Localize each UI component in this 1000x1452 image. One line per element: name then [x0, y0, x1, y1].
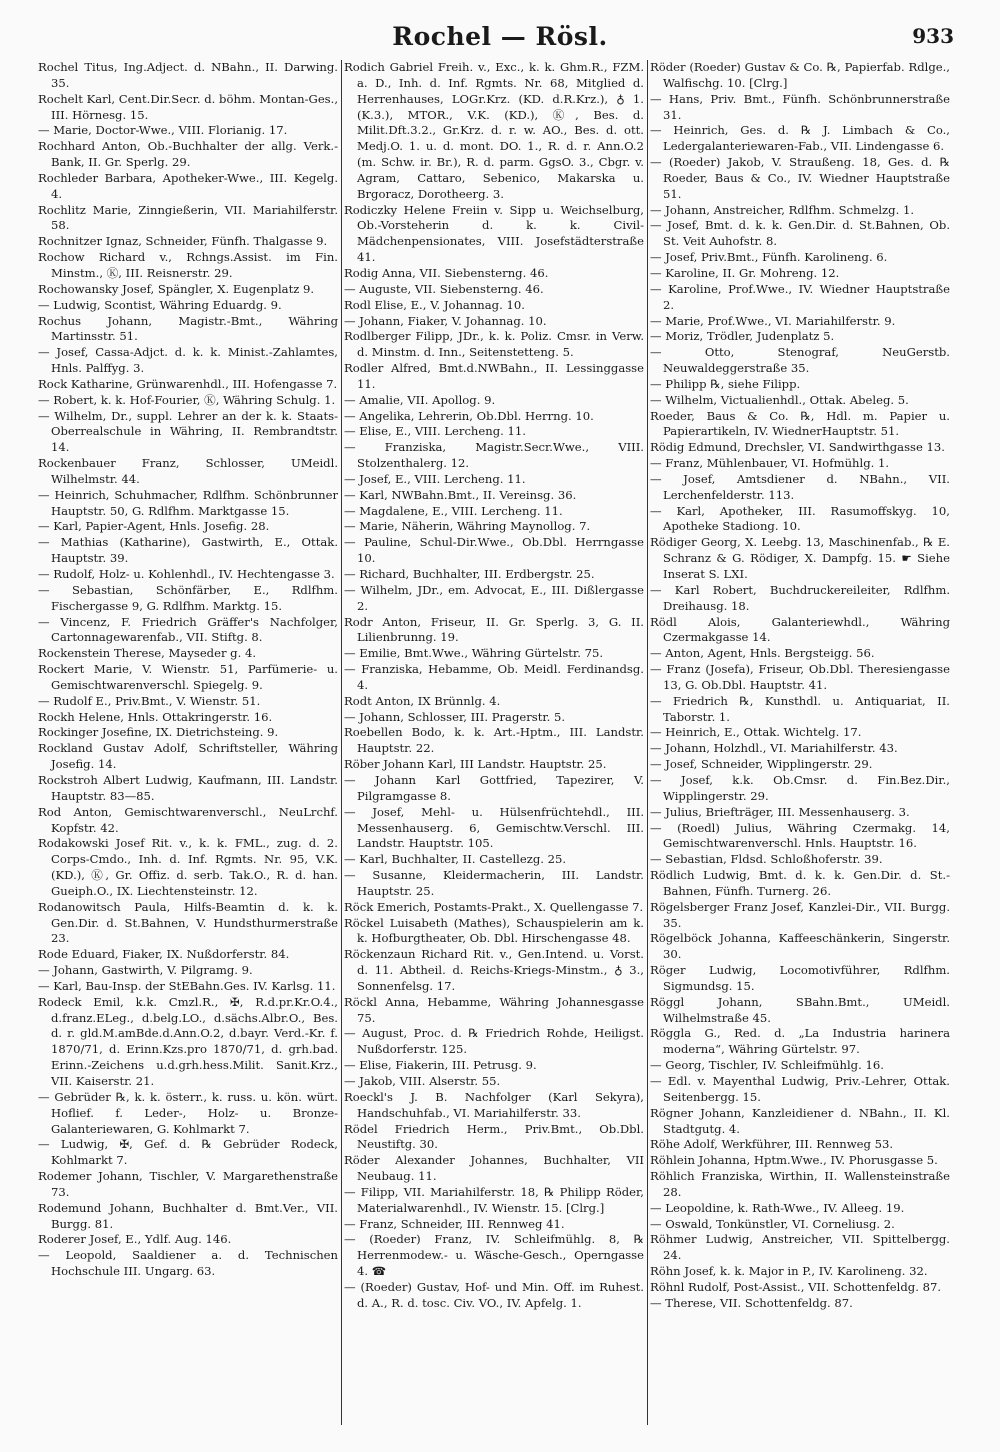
directory-entry: — Franz (Josefa), Friseur, Ob.Dbl. Theresiengasse 13, G. Ob.Dbl. Hauptstr. 41. — [650, 662, 950, 692]
directory-entry: — Karl, Buchhalter, II. Castellezg. 25. — [344, 852, 567, 867]
directory-entry: Rochow Richard v., Rchngs.Assist. im Fin. Minstm., Ⓚ, III. Reisnerstr. 29. — [38, 250, 338, 280]
directory-entry: Röhlein Johanna, Hptm.Wwe., IV. Phorusgasse 5. — [650, 1153, 938, 1168]
column-1 — [38, 60, 338, 1430]
directory-entry: — Franz, Schneider, III. Rennweg 41. — [344, 1216, 565, 1231]
page-header — [40, 22, 960, 62]
directory-entry: — Moriz, Trödler, Judenplatz 5. — [650, 329, 835, 344]
page-number: 933 — [912, 24, 954, 48]
directory-entry: — Philipp ℞, siehe Filipp. — [650, 376, 801, 391]
directory-entry: Rodt Anton, IX Brünnlg. 4. — [344, 693, 501, 708]
directory-entry: — Johann, Fiaker, V. Johannag. 10. — [344, 313, 547, 328]
directory-entry: — Karl, Papier-Agent, Hnls. Josefig. 28. — [38, 519, 270, 534]
directory-entry: — (Roeder) Gustav, Hof- und Min. Off. im Ruhest. d. A., R. d. tosc. Civ. VO., IV. Apfelg. 1. — [344, 1279, 644, 1310]
directory-entry: — Josef, Mehl- u. Hülsenfrüchtehdl., III. Messenhauserg. 6, Gemischtw.Verschl. III. Landstr. Hauptstr. 105. — [344, 804, 644, 851]
directory-entry: — Leopold, Saaldiener a. d. Technischen Hochschule III. Ungarg. 63. — [38, 1248, 338, 1279]
directory-entry: Rockenstein Therese, Mayseder g. 4. — [38, 646, 257, 661]
directory-entry: Röckl Anna, Hebamme, Währing Johannesgasse 75. — [344, 994, 644, 1025]
directory-entry: — Marie, Doctor-Wwe., VIII. Florianig. 17. — [38, 123, 288, 138]
directory-entry: Röder (Roeder) Gustav & Co. ℞, Papierfab. Rdlge., Walfischg. 10. [Clrg.] — [650, 60, 950, 90]
directory-entry: — Edl. v. Mayenthal Ludwig, Priv.-Lehrer, Ottak. Seitenbergg. 15. — [650, 1074, 950, 1104]
directory-entry: Rochel Titus, Ing.Adject. d. NBahn., II. Darwing. 35. — [38, 60, 338, 90]
directory-entry: — Josef, Cassa-Adjct. d. k. k. Minist.-Zahlamtes, Hnls. Palffyg. 3. — [38, 345, 338, 376]
directory-entry: — Josef, Amtsdiener d. NBahn., VII. Lerchenfelderstr. 113. — [650, 471, 950, 502]
directory-entry: — (Roeder) Franz, IV. Schleifmühlg. 8, ℞ Herrenmodew.- u. Wäsche-Gesch., Operngasse 4. ☎ — [344, 1232, 644, 1279]
directory-entry: — Susanne, Kleidermacherin, III. Landstr. Hauptstr. 25. — [344, 868, 644, 898]
directory-entry: — Rudolf, Holz- u. Kohlenhdl., IV. Hechtengasse 3. — [38, 567, 335, 581]
directory-entry: — Johann Karl Gottfried, Tapezirer, V. Pilgramgasse 8. — [344, 772, 644, 803]
directory-entry: — Ludwig, Scontist, Währing Eduardg. 9. — [38, 297, 282, 312]
directory-entry: Rödlich Ludwig, Bmt. d. k. k. Gen.Dir. d. St.-Bahnen, Fünfh. Turnerg. 26. — [650, 868, 950, 898]
directory-entry: Rockstroh Albert Ludwig, Kaufmann, III. Landstr. Hauptstr. 83—85. — [38, 772, 338, 803]
directory-entry: Rodanowitsch Paula, Hilfs-Beamtin d. k. k. Gen.Dir. d. St.Bahnen, V. Hundsthurmerstraße 23. — [38, 899, 338, 946]
directory-entry: Rockenbauer Franz, Schlosser, UMeidl. Wilhelmstr. 44. — [38, 456, 338, 486]
directory-entry: — Robert, k. k. Hof-Fourier, Ⓚ, Währing Schulg. 1. — [38, 392, 336, 407]
directory-entry: Röhlich Franziska, Wirthin, II. Wallensteinstraße 28. — [650, 1169, 950, 1199]
directory-entry: Rodl Elise, E., V. Johannag. 10. — [344, 297, 525, 312]
directory-entry: — August, Proc. d. ℞ Friedrich Rohde, Heiligst. Nußdorferstr. 125. — [344, 1026, 644, 1057]
directory-entry: — Sebastian, Fldsd. Schloßhoferstr. 39. — [650, 852, 883, 867]
directory-entry: Rodeck Emil, k.k. Cmzl.R., ✠, R.d.pr.Kr.O.4., d.franz.ELeg., d.belg.LO., d.sächs.Albr.O., Bes. d. r. gld.M.amBde.d.Ann.O.2, d.bayr. Verd.-Kr. f. 1870/71, d. Erinn.Kzs.pro 1870/71, d. grh.bad. Erinn.-Zeichens u.d.grh.hess.Milit. Sanit.Krz., VII. Kaiserstr. 21. — [38, 994, 338, 1088]
directory-entry: Rochlitz Marie, Zinngießerin, VII. Mariahilferstr. 58. — [38, 202, 338, 233]
directory-entry: Roeder, Baus & Co. ℞, Hdl. m. Papier u. Papierartikeln, IV. WiednerHauptstr. 51. — [650, 408, 950, 439]
directory-entry: — Vincenz, F. Friedrich Gräffer's Nachfolger, Cartonnagewarenfab., VII. Stiftg. 8. — [38, 614, 338, 645]
column-3 — [650, 60, 950, 1430]
directory-entry: — Georg, Tischler, IV. Schleifmühlg. 16. — [650, 1058, 884, 1073]
directory-entry: — (Roeder) Jakob, V. Straußeng. 18, Ges. d. ℞ Roeder, Baus & Co., IV. Wiedner Hauptstraße 51. — [650, 155, 950, 201]
directory-entry: — Leopoldine, k. Rath-Wwe., IV. Alleeg. 19. — [650, 1200, 905, 1215]
directory-entry: — Hans, Priv. Bmt., Fünfh. Schönbrunnerstraße 31. — [650, 91, 950, 122]
directory-entry: Rockinger Josefine, IX. Dietrichsteing. 9. — [38, 725, 279, 740]
directory-entry: — Karoline, Prof.Wwe., IV. Wiedner Hauptstraße 2. — [650, 281, 950, 312]
directory-entry: — Ludwig, ✠, Gef. d. ℞ Gebrüder Rodeck, Kohlmarkt 7. — [38, 1137, 338, 1168]
directory-entry: — Josef, E., VIII. Lercheng. 11. — [344, 471, 526, 486]
directory-entry: Rochleder Barbara, Apotheker-Wwe., III. Kegelg. 4. — [38, 170, 338, 201]
directory-entry: — Johann, Holzhdl., VI. Mariahilferstr. 43. — [650, 741, 898, 756]
directory-entry: Röckenzaun Richard Rit. v., Gen.Intend. u. Vorst. d. 11. Abtheil. d. Reichs-Kriegs-Minstm., ♁ 3., Sonnenfelsg. 17. — [344, 947, 644, 993]
directory-entry: — Johann, Schlosser, III. Pragerstr. 5. — [344, 709, 566, 724]
directory-entry: — Wilhelm, JDr., em. Advocat, E., III. Dißlergasse 2. — [344, 582, 644, 613]
running-head: Rochel — Rösl. — [392, 22, 608, 51]
directory-columns — [38, 60, 950, 1430]
directory-entry: — Richard, Buchhalter, III. Erdbergstr. 25. — [344, 567, 595, 581]
directory-entry: — Karl Robert, Buchdruckereileiter, Rdlfhm. Dreihausg. 18. — [650, 582, 950, 613]
directory-entry: — Gebrüder ℞, k. k. österr., k. russ. u. kön. würt. Hoflief. f. Leder-, Holz- u. Bronze-Galanteriewaren, G. Kohlmarkt 7. — [38, 1089, 338, 1136]
directory-entry: Rochus Johann, Magistr.-Bmt., Währing Martinsstr. 51. — [38, 313, 338, 344]
directory-entry: — Magdalene, E., VIII. Lercheng. 11. — [344, 503, 563, 518]
directory-entry: — (Roedl) Julius, Währing Czermakg. 14, Gemischtwarenverschl. Hnls. Hauptstr. 16. — [650, 820, 950, 851]
directory-entry: Röger Ludwig, Locomotivführer, Rdlfhm. Sigmundsg. 15. — [650, 963, 950, 993]
directory-entry: — Oswald, Tonkünstler, VI. Corneliusg. 2. — [650, 1216, 895, 1231]
directory-entry: Röhn Josef, k. k. Major in P., IV. Karolineng. 32. — [650, 1264, 928, 1279]
directory-entry: Röber Johann Karl, III Landstr. Hauptstr. 25. — [344, 757, 607, 772]
directory-entry: Roebellen Bodo, k. k. Art.-Hptm., III. Landstr. Hauptstr. 22. — [344, 725, 644, 756]
directory-entry: Rode Eduard, Fiaker, IX. Nußdorferstr. 84. — [38, 947, 290, 962]
directory-entry: — Wilhelm, Victualienhdl., Ottak. Abeleg. 5. — [650, 392, 909, 407]
directory-entry: — Johann, Gastwirth, V. Pilgramg. 9. — [38, 963, 253, 978]
directory-entry: — Johann, Anstreicher, Rdlfhm. Schmelzg. 1. — [650, 202, 915, 217]
directory-entry: Rodr Anton, Friseur, II. Gr. Sperlg. 3, G. II. Lilienbrunng. 19. — [344, 614, 644, 645]
directory-entry: Rodemund Johann, Buchhalter d. Bmt.Ver., VII. Burgg. 81. — [38, 1200, 338, 1231]
directory-entry: — Marie, Prof.Wwe., VI. Mariahilferstr. 9. — [650, 313, 896, 328]
directory-entry: Rodakowski Josef Rit. v., k. k. FML., zug. d. 2. Corps-Cmdo., Inh. d. Inf. Rgmts. Nr. 95, V.K. (KD.), Ⓚ, Gr. Offiz. d. serb. Tak.O., R. d. han. Gueiph.O., IX. Liechtensteinstr. 12. — [38, 836, 338, 898]
directory-entry: Rögelböck Johanna, Kaffeeschänkerin, Singerstr. 30. — [650, 931, 950, 962]
directory-entry: Rochhard Anton, Ob.-Buchhalter der allg. Verk.-Bank, II. Gr. Sperlg. 29. — [38, 139, 338, 170]
directory-entry: Rockh Helene, Hnls. Ottakringerstr. 16. — [38, 709, 273, 724]
directory-entry: — Angelika, Lehrerin, Ob.Dbl. Herrng. 10. — [344, 408, 594, 423]
directory-entry: — Franz, Mühlenbauer, VI. Hofmühlg. 1. — [650, 456, 890, 471]
directory-entry: Roeckl's J. B. Nachfolger (Karl Sekyra), Handschuhfab., VI. Mariahilferstr. 33. — [344, 1089, 644, 1120]
directory-entry: Rodiczky Helene Freiin v. Sipp u. Weichselburg, Ob.-Vorsteherin d. k. k. Civil-Mädchenpensionates, VIII. Josefstädterstraße 41. — [344, 202, 644, 265]
directory-entry: — Heinrich, Schuhmacher, Rdlfhm. Schönbrunner Hauptstr. 50, G. Rdlfhm. Marktgasse 15. — [38, 487, 338, 518]
directory-entry: — Heinrich, Ges. d. ℞ J. Limbach & Co., Ledergalanteriewaren-Fab., VII. Lindengasse 6. — [650, 123, 950, 154]
directory-entry: — Filipp, VII. Mariahilferstr. 18, ℞ Philipp Röder, Materialwarenhdl., IV. Wienstr. 15. [Clrg.] — [344, 1184, 644, 1215]
directory-entry: Rod Anton, Gemischtwarenverschl., NeuLrchf. Kopfstr. 42. — [38, 804, 338, 835]
directory-entry: Röder Alexander Johannes, Buchhalter, VII Neubaug. 11. — [344, 1153, 644, 1184]
directory-entry: Rögelsberger Franz Josef, Kanzlei-Dir., VII. Burgg. 35. — [650, 899, 950, 930]
directory-entry: Röckel Luisabeth (Mathes), Schauspielerin am k. k. Hofburgtheater, Ob. Dbl. Hirschengasse 48. — [344, 915, 644, 946]
directory-entry: Röhmer Ludwig, Anstreicher, VII. Spittelbergg. 24. — [650, 1232, 950, 1263]
directory-entry: Rochnitzer Ignaz, Schneider, Fünfh. Thalgasse 9. — [38, 234, 328, 249]
directory-entry: Röck Emerich, Postamts-Prakt., X. Quellengasse 7. — [344, 899, 644, 914]
directory-entry: Röhnl Rudolf, Post-Assist., VII. Schottenfeldg. 87. — [650, 1279, 942, 1294]
directory-entry: Rochowansky Josef, Spängler, X. Eugenplatz 9. — [38, 281, 315, 296]
directory-entry: Rodich Gabriel Freih. v., Exc., k. k. Ghm.R., FZM. a. D., Inh. d. Inf. Rgmts. Nr. 68, Mitglied d. Herrenhauses, LOGr.Krz. (KD. d.R.Krz.), ♁ 1.(K.3.), MTOR., V.K. (KD.), Ⓚ, Bes. d. Milit.Dft.3.2., Gr.Krz. d. r. w. AO., Bes. d. ott. Medj.O. 1. u. d. mont. DO. 1., R. d. r. Ann.O.2 (m. Schw. ir. Br.), R. d. parm. GgsO. 3., Cbgr. v. Agram, Cattaro, Sebenico, Makarska u. Brgoracz, Dorotheerg. 3. — [344, 60, 644, 201]
directory-entry: — Josef, Priv.Bmt., Fünfh. Karolineng. 6. — [650, 250, 888, 265]
directory-entry: — Jakob, VIII. Alserstr. 55. — [344, 1074, 501, 1088]
directory-entry: — Marie, Näherin, Währing Maynollog. 7. — [344, 519, 591, 534]
directory-entry: Rodler Alfred, Bmt.d.NWBahn., II. Lessinggasse 11. — [344, 361, 644, 391]
directory-entry: Rodig Anna, VII. Siebensterng. 46. — [344, 265, 549, 280]
directory-entry: — Franziska, Magistr.Secr.Wwe., VIII. Stolzenthalerg. 12. — [344, 440, 644, 471]
directory-entry: Rock Katharine, Grünwarenhdl., III. Hofengasse 7. — [38, 376, 338, 391]
directory-entry: — Pauline, Schul-Dir.Wwe., Ob.Dbl. Herrngasse 10. — [344, 535, 644, 566]
directory-entry: — Franziska, Hebamme, Ob. Meidl. Ferdinandsg. 4. — [344, 662, 644, 692]
directory-entry: — Sebastian, Schönfärber, E., Rdlfhm. Fischergasse 9, G. Rdlfhm. Marktg. 15. — [38, 582, 338, 613]
directory-entry: — Rudolf E., Priv.Bmt., V. Wienstr. 51. — [38, 693, 261, 708]
directory-entry: Rödl Alois, Galanteriewhdl., Währing Czermakgasse 14. — [650, 614, 950, 645]
column-2 — [344, 60, 644, 1430]
directory-entry: — Elise, Fiakerin, III. Petrusg. 9. — [344, 1058, 537, 1073]
directory-entry: — Therese, VII. Schottenfeldg. 87. — [650, 1295, 853, 1310]
directory-entry: Rödel Friedrich Herm., Priv.Bmt., Ob.Dbl. Neustiftg. 30. — [344, 1121, 644, 1152]
directory-entry: — Wilhelm, Dr., suppl. Lehrer an der k. k. Staats-Oberrealschule in Währing, II. Rembrandtstr. 14. — [38, 408, 338, 455]
directory-entry: Rodlberger Filipp, JDr., k. k. Poliz. Cmsr. in Verw. d. Minstm. d. Inn., Seitenstetteng. 5. — [344, 329, 644, 360]
directory-entry: — Josef, Schneider, Wipplingerstr. 29. — [650, 757, 873, 772]
directory-entry: — Josef, k.k. Ob.Cmsr. d. Fin.Bez.Dir., Wipplingerstr. 29. — [650, 772, 950, 803]
directory-entry: — Heinrich, E., Ottak. Wichtelg. 17. — [650, 725, 862, 740]
directory-entry: — Karl, Apotheker, III. Rasumoffskyg. 10, Apotheke Stadiong. 10. — [650, 503, 950, 534]
directory-entry: Roderer Josef, E., Ydlf. Aug. 146. — [38, 1232, 232, 1247]
directory-entry: — Mathias (Katharine), Gastwirth, E., Ottak. Hauptstr. 39. — [38, 535, 338, 566]
directory-entry: Rochelt Karl, Cent.Dir.Secr. d. böhm. Montan-Ges., III. Hörnesg. 15. — [38, 91, 338, 122]
directory-entry: — Amalie, VII. Apollog. 9. — [344, 392, 496, 407]
directory-entry: Rödiger Georg, X. Leebg. 13, Maschinenfab., ℞ E. Schranz & G. Rödiger, X. Dampfg. 15. ☛ Siehe Inserat S. LXI. — [650, 535, 950, 581]
directory-entry: Rockert Marie, V. Wienstr. 51, Parfümerie- u. Gemischtwarenverschl. Spiegelg. 9. — [38, 662, 338, 692]
directory-entry: Rögner Johann, Kanzleidiener d. NBahn., II. Kl. Stadtgutg. 4. — [650, 1105, 950, 1136]
directory-entry: — Josef, Bmt. d. k. k. Gen.Dir. d. St.Bahnen, Ob. St. Veit Auhofstr. 8. — [650, 218, 950, 249]
directory-entry: Rockland Gustav Adolf, Schriftsteller, Währing Josefig. 14. — [38, 741, 338, 772]
directory-entry: Rödig Edmund, Drechsler, VI. Sandwirthgasse 13. — [650, 440, 945, 455]
directory-entry: — Otto, Stenograf, NeuGerstb. Neuwaldeggerstraße 35. — [650, 345, 950, 376]
directory-entry: Röggl Johann, SBahn.Bmt., UMeidl. Wilhelmstraße 45. — [650, 994, 950, 1025]
directory-entry: — Karl, Bau-Insp. der StEBahn.Ges. IV. Karlsg. 11. — [38, 978, 336, 993]
directory-entry: Röhe Adolf, Werkführer, III. Rennweg 53. — [650, 1137, 894, 1152]
directory-entry: Rodemer Johann, Tischler, V. Margarethenstraße 73. — [38, 1169, 338, 1199]
directory-entry: — Anton, Agent, Hnls. Bergsteigg. 56. — [650, 646, 875, 661]
directory-entry: Röggla G., Red. d. „La Industria harinera moderna“, Währing Gürtelstr. 97. — [650, 1026, 950, 1057]
directory-entry: — Emilie, Bmt.Wwe., Währing Gürtelstr. 75. — [344, 646, 604, 661]
directory-entry: — Julius, Briefträger, III. Messenhauserg. 3. — [650, 804, 910, 819]
directory-entry: — Karl, NWBahn.Bmt., II. Vereinsg. 36. — [344, 487, 577, 502]
directory-entry: — Karoline, II. Gr. Mohreng. 12. — [650, 265, 840, 280]
directory-entry: — Friedrich ℞, Kunsthdl. u. Antiquariat, II. Taborstr. 1. — [650, 693, 950, 724]
directory-entry: — Elise, E., VIII. Lercheng. 11. — [344, 424, 526, 439]
directory-entry: — Auguste, VII. Siebensterng. 46. — [344, 281, 544, 296]
